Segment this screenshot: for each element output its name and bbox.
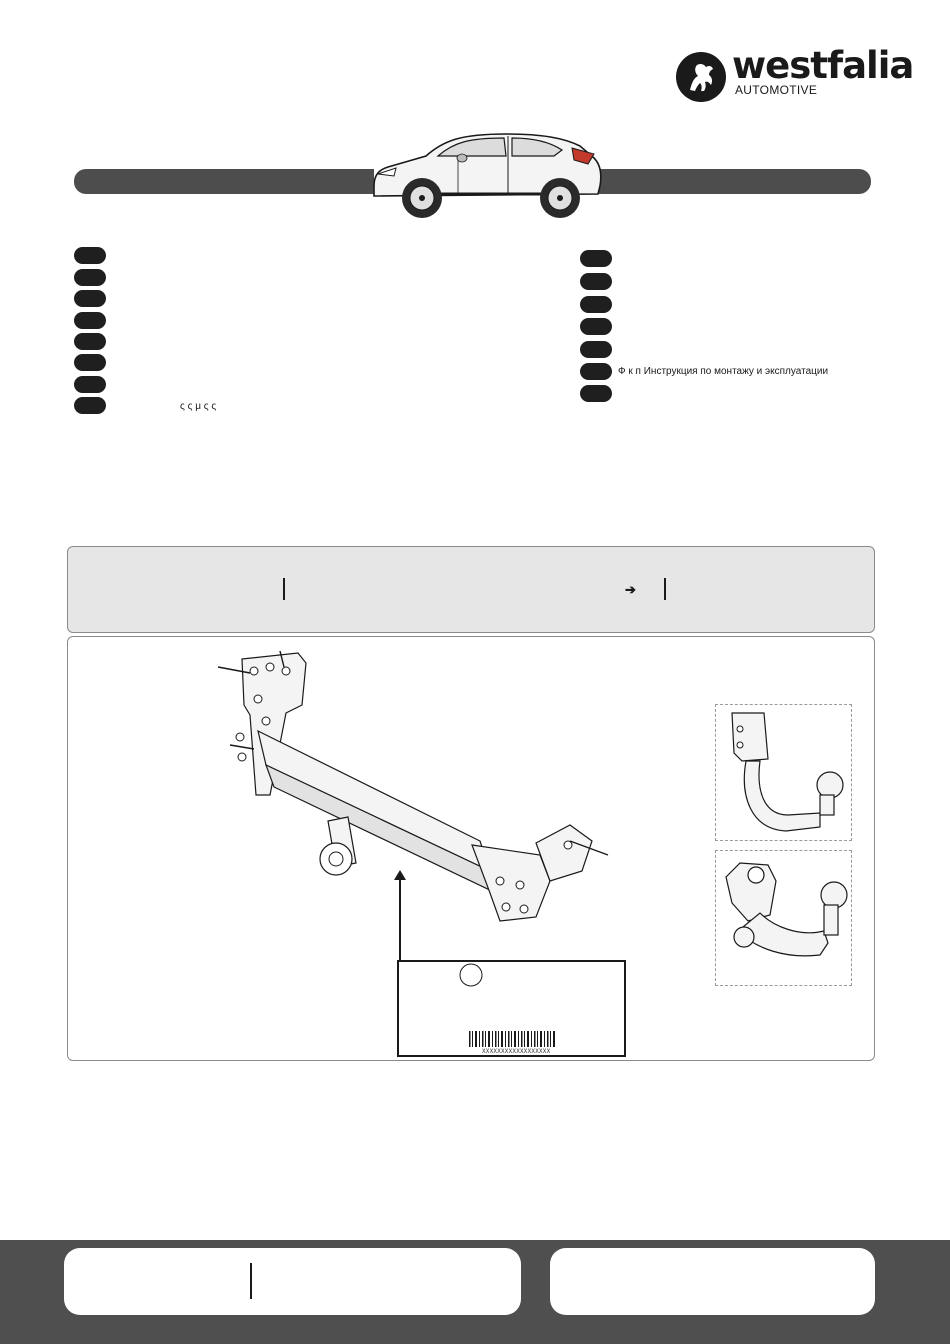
language-badge <box>74 376 106 393</box>
product-info-box <box>67 546 875 633</box>
language-badge <box>74 354 106 371</box>
pointer-arrow-icon <box>390 868 410 962</box>
westfalia-horse-logo-icon <box>676 52 726 102</box>
detachable-towball-variant <box>715 850 852 986</box>
info-separator <box>664 578 666 600</box>
language-badge <box>580 385 612 402</box>
title-band-right <box>590 169 871 194</box>
language-badge <box>580 341 612 358</box>
circle-marker-icon <box>459 963 483 987</box>
language-badge <box>580 296 612 313</box>
language-badge <box>74 290 106 307</box>
language-badge <box>74 247 106 264</box>
barcode-icon <box>469 1031 556 1047</box>
language-badge <box>580 273 612 290</box>
language-caption-ru: Ф к п Инструкция по монтажу и эксплуатации <box>618 366 829 377</box>
language-badge <box>580 318 612 335</box>
footer-info-pill-right <box>550 1248 875 1315</box>
language-badge <box>74 312 106 329</box>
title-band-left <box>74 169 374 194</box>
towbar-crossbeam-drawing <box>210 645 620 935</box>
arrow-right-icon: ➔ <box>625 582 636 597</box>
footer-info-pill-left <box>64 1248 521 1315</box>
brand-subtitle: AUTOMOTIVE <box>735 83 818 97</box>
language-badge <box>74 397 106 414</box>
barcode-number: XXXXXXXXXXXXXXXXXX <box>482 1048 551 1055</box>
footer-separator <box>250 1263 252 1299</box>
language-badge <box>580 250 612 267</box>
vehicle-illustration <box>366 124 606 222</box>
language-caption: ς ς μ ς ς <box>180 401 217 412</box>
fixed-towball-variant <box>715 704 852 841</box>
language-badge <box>74 269 106 286</box>
info-separator <box>283 578 285 600</box>
language-badge <box>580 363 612 380</box>
brand-wordmark: westfalia <box>732 44 914 87</box>
language-badge <box>74 333 106 350</box>
